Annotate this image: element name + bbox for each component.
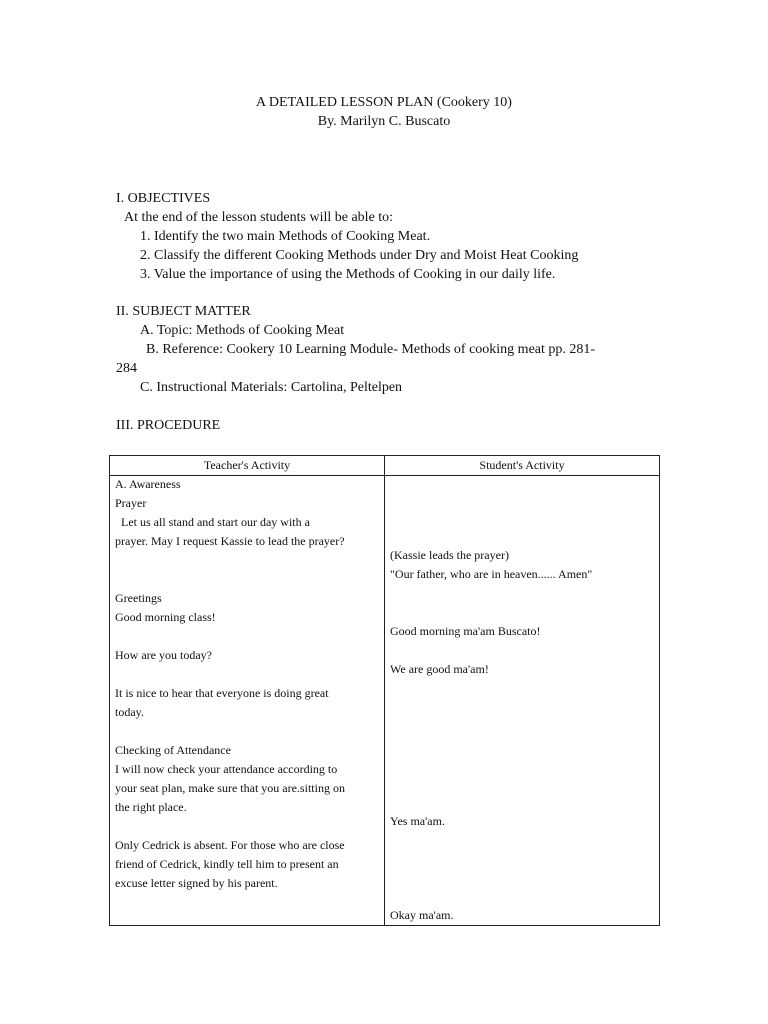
objectives-heading: I. OBJECTIVES <box>116 191 211 206</box>
teacher-line: Greetings <box>115 591 162 605</box>
teacher-line: Prayer <box>115 496 147 510</box>
objective-item: 2. Classify the different Cooking Methods under Dry and Moist Heat Cooking <box>140 248 579 263</box>
teacher-line: A. Awareness <box>115 477 181 491</box>
teacher-line: excuse letter signed by his parent. <box>115 876 278 890</box>
teacher-line: How are you today? <box>115 648 212 662</box>
teacher-line: prayer. May I request Kassie to lead the prayer? <box>115 534 345 548</box>
subject-reference: B. Reference: Cookery 10 Learning Module- Methods of cooking meat pp. 281- <box>146 342 596 357</box>
teacher-line: friend of Cedrick, kindly tell him to present an <box>115 857 339 871</box>
teacher-activity-header: Teacher's Activity <box>110 456 385 476</box>
teacher-line: Only Cedrick is absent. For those who are close <box>115 838 345 852</box>
teacher-line: today. <box>115 705 144 719</box>
teacher-line: the right place. <box>115 800 187 814</box>
document-title: A DETAILED LESSON PLAN (Cookery 10) <box>256 95 512 110</box>
subject-matter-heading: II. SUBJECT MATTER <box>116 304 251 319</box>
subject-reference-cont: 284 <box>116 361 137 376</box>
subject-topic: A. Topic: Methods of Cooking Meat <box>140 323 345 338</box>
teacher-line: Good morning class! <box>115 610 216 624</box>
student-line: Good morning ma'am Buscato! <box>390 624 541 638</box>
teacher-line: your seat plan, make sure that you are.sitting on <box>115 781 345 795</box>
student-activity-header: Student's Activity <box>385 456 660 476</box>
teacher-line: I will now check your attendance according to <box>115 762 338 776</box>
student-line: We are good ma'am! <box>390 662 489 676</box>
objectives-intro: At the end of the lesson students will be able to: <box>124 210 394 225</box>
student-activity-cell <box>385 476 660 926</box>
teacher-activity-cell <box>110 476 385 926</box>
student-line: Okay ma'am. <box>390 908 454 922</box>
objective-item: 1. Identify the two main Methods of Cooking Meat. <box>140 229 431 244</box>
teacher-line: It is nice to hear that everyone is doing great <box>115 686 329 700</box>
student-line: (Kassie leads the prayer) <box>390 548 509 562</box>
teacher-line: Let us all stand and start our day with a <box>115 515 310 529</box>
objective-item: 3. Value the importance of using the Methods of Cooking in our daily life. <box>140 267 556 282</box>
teacher-line: Checking of Attendance <box>115 743 231 757</box>
student-line: "Our father, who are in heaven...... Amen" <box>390 567 593 581</box>
procedure-heading: III. PROCEDURE <box>116 418 221 433</box>
student-line: Yes ma'am. <box>390 814 445 828</box>
subject-materials: C. Instructional Materials: Cartolina, Peltelpen <box>140 380 403 395</box>
document-author: By. Marilyn C. Buscato <box>317 114 451 129</box>
procedure-table <box>109 455 660 926</box>
